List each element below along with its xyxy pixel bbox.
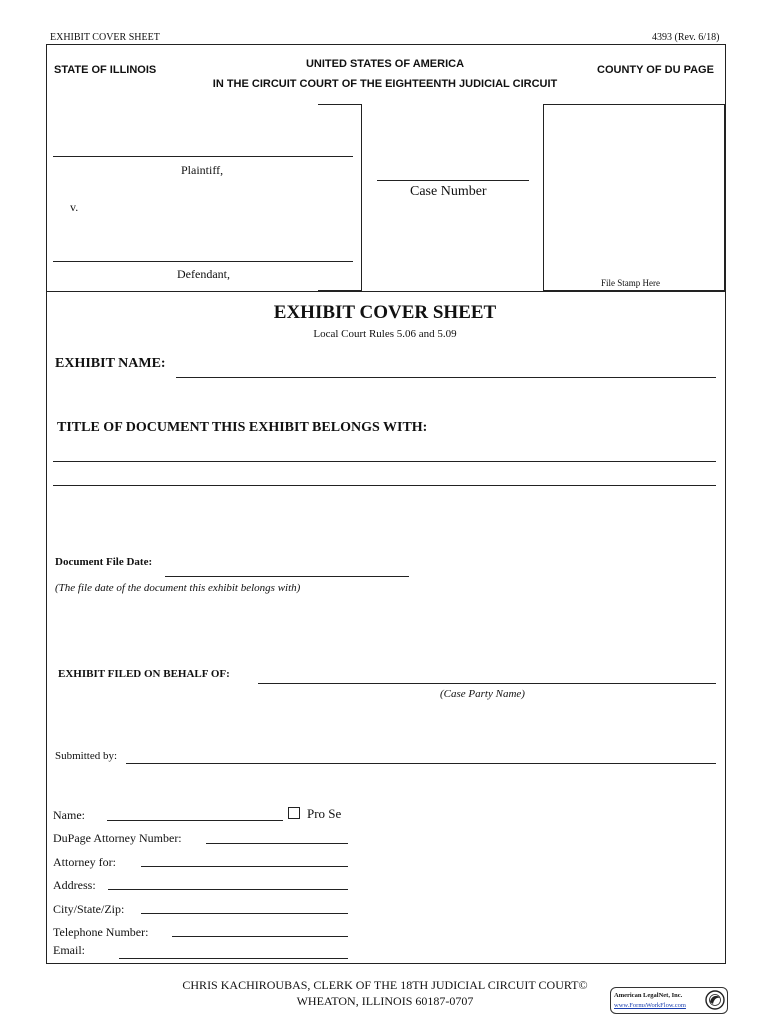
court-label: IN THE CIRCUIT COURT OF THE EIGHTEENTH JUDICIAL CIRCUIT xyxy=(212,78,558,90)
caption-bracket-top xyxy=(318,104,362,105)
case-party-note: (Case Party Name) xyxy=(440,688,525,700)
submitted-by-line[interactable] xyxy=(126,763,716,764)
city-state-zip-line[interactable] xyxy=(141,913,348,914)
footer-address: WHEATON, ILLINOIS 60187-0707 xyxy=(296,994,474,1008)
caption-divider xyxy=(46,291,726,292)
state-label: STATE OF ILLINOIS xyxy=(54,64,157,76)
defendant-label: Defendant, xyxy=(177,267,230,281)
plaintiff-label: Plaintiff, xyxy=(181,163,224,177)
title-of-document-line-1[interactable] xyxy=(53,461,716,462)
versus-label: v. xyxy=(70,200,79,214)
file-stamp-box xyxy=(543,104,725,291)
file-stamp-label: File Stamp Here xyxy=(601,278,660,288)
telephone-label: Telephone Number: xyxy=(53,925,149,939)
email-label: Email: xyxy=(53,943,85,957)
footer-clerk: CHRIS KACHIROUBAS, CLERK OF THE 18TH JUDICIAL CIRCUIT COURT© xyxy=(182,978,588,992)
address-label: Address: xyxy=(53,878,96,892)
title-of-document-label: TITLE OF DOCUMENT THIS EXHIBIT BELONGS WITH: xyxy=(57,420,428,435)
attorney-for-line[interactable] xyxy=(141,866,348,867)
attorney-for-label: Attorney for: xyxy=(53,855,116,869)
name-label: Name: xyxy=(53,808,85,822)
form-number: 4393 (Rev. 6/18) xyxy=(652,32,720,43)
county-label: COUNTY OF DU PAGE xyxy=(597,64,714,76)
file-date-note: (The file date of the document this exhibit belongs with) xyxy=(55,582,301,594)
logo-badge xyxy=(610,987,728,1014)
filed-on-behalf-line[interactable] xyxy=(258,683,716,684)
logo-company: American LegalNet, Inc. xyxy=(614,992,683,999)
attorney-number-line[interactable] xyxy=(206,843,348,844)
caption-bracket-side xyxy=(361,104,362,290)
name-line[interactable] xyxy=(107,820,283,821)
telephone-line[interactable] xyxy=(172,936,348,937)
exhibit-name-label: EXHIBIT NAME: xyxy=(55,356,166,371)
page-subtitle: Local Court Rules 5.06 and 5.09 xyxy=(313,328,457,340)
title-of-document-line-2[interactable] xyxy=(53,485,716,486)
email-line[interactable] xyxy=(119,958,348,959)
pro-se-checkbox[interactable] xyxy=(288,807,300,819)
case-number-label: Case Number xyxy=(410,184,487,199)
logo-url: www.FormsWorkFlow.com xyxy=(614,1002,686,1009)
form-name-header: EXHIBIT COVER SHEET xyxy=(50,32,160,43)
document-file-date-label: Document File Date: xyxy=(55,556,153,568)
plaintiff-line[interactable] xyxy=(53,156,353,157)
logo-emblem-icon xyxy=(705,990,725,1010)
case-number-line[interactable] xyxy=(377,180,529,181)
submitted-by-label: Submitted by: xyxy=(55,750,118,762)
exhibit-name-line[interactable] xyxy=(176,377,716,378)
country-label: UNITED STATES OF AMERICA xyxy=(305,58,465,70)
filed-on-behalf-label: EXHIBIT FILED ON BEHALF OF: xyxy=(58,668,230,680)
city-state-zip-label: City/State/Zip: xyxy=(53,902,125,916)
page-title: EXHIBIT COVER SHEET xyxy=(273,302,497,323)
pro-se-label: Pro Se xyxy=(307,806,342,821)
attorney-number-label: DuPage Attorney Number: xyxy=(53,831,182,845)
document-file-date-line[interactable] xyxy=(165,576,409,577)
defendant-line[interactable] xyxy=(53,261,353,262)
address-line[interactable] xyxy=(108,889,348,890)
